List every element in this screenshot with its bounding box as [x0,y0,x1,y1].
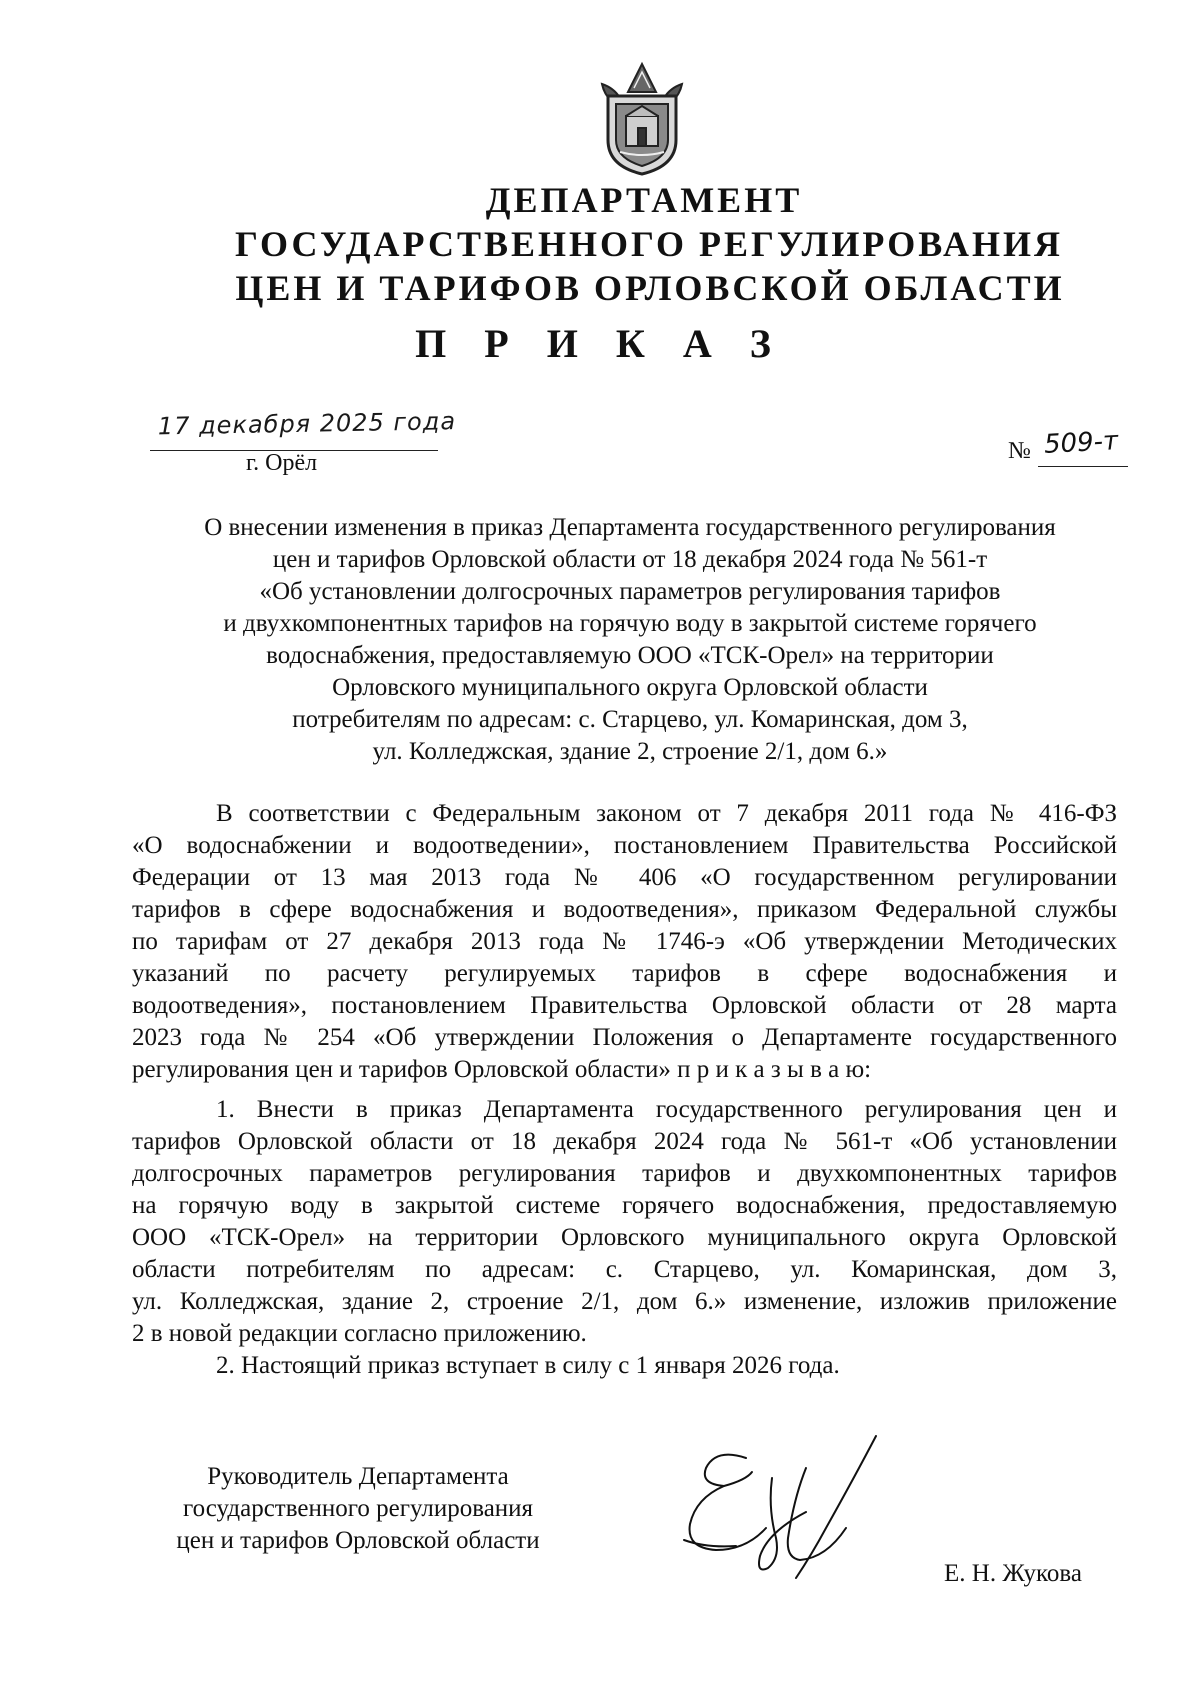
position-line: цен и тарифов Орловской области [176,1527,540,1554]
subject-line: «Об установлении долгосрочных параметров регулирования тарифов [259,578,1001,605]
item1-line: ул. Колледжская, здание 2, строение 2/1, дом 6.» изменение, изложив приложение [132,1288,1117,1315]
preamble-line: регулирования цен и тарифов Орловской области» п р и к а з ы в а ю: [132,1056,872,1083]
order-subject [150,512,1110,768]
subject-line: водоснабжения, предоставляемую ООО «ТСК-Орел» на территории [266,642,994,669]
department-header [200,178,1088,310]
order-title: П Р И К А З [415,321,785,366]
number-label: № [1008,438,1031,464]
item1-line: 1. Внести в приказ Департамента государственного регулирования цен и [216,1096,1117,1123]
subject-line: ул. Колледжская, здание 2, строение 2/1, дом 6.» [372,738,888,765]
subject-line: потребителям по адресам: с. Старцево, ул. Комаринская, дом 3, [292,706,968,733]
preamble-line: В соответствии с Федеральным законом от 7 декабря 2011 года № 416-ФЗ [216,800,1117,827]
item1-line: 2 в новой редакции согласно приложению. [132,1320,587,1347]
position-line: государственного регулирования [182,1495,534,1522]
subject-line: Орловского муниципального округа Орловской области [332,674,928,701]
preamble-line: «О водоснабжении и водоотведении», постановлением Правительства Российской [132,832,1117,859]
header-line-3: ЦЕН И ТАРИФОВ ОРЛОВСКОЙ ОБЛАСТИ [235,268,1065,308]
subject-line: и двухкомпонентных тарифов на горячую воду в закрытой системе горячего [223,610,1037,637]
subject-line: О внесении изменения в приказ Департамента государственного регулирования [204,514,1056,541]
preamble-line: тарифов в сфере водоснабжения и водоотведения», приказом Федеральной службы [132,896,1117,923]
item1-line: тарифов Орловской области от 18 декабря 2024 года № 561-т «Об установлении [132,1128,1117,1155]
subject-line: цен и тарифов Орловской области от 18 декабря 2024 года № 561-т [272,546,988,573]
order-body [132,798,1117,1382]
preamble-line: водоотведения», постановлением Правительства Орловской области от 28 марта [132,992,1117,1019]
signer-name: Е. Н. Жукова [944,1560,1082,1587]
handwritten-number: 509-т [1043,426,1119,460]
coat-of-arms-emblem [598,58,686,176]
item1-line: на горячую воду в закрытой системе горячего водоснабжения, предоставляемую [132,1192,1117,1219]
item2-line: 2. Настоящий приказ вступает в силу с 1 января 2026 года. [216,1352,840,1379]
preamble-line: Федерации от 13 мая 2013 года № 406 «О государственном регулировании [132,864,1117,891]
position-line: Руководитель Департамента [207,1463,509,1490]
item1-line: ООО «ТСК-Орел» на территории Орловского муниципального округа Орловской [132,1224,1117,1251]
preamble-line: указаний по расчету регулируемых тарифов в сфере водоснабжения и [132,960,1117,987]
header-line-2: ГОСУДАРСТВЕННОГО РЕГУЛИРОВАНИЯ [235,224,1063,264]
item1-line: области потребителям по адресам: с. Старцево, ул. Комаринская, дом 3, [132,1256,1117,1283]
header-line-1: ДЕПАРТАМЕНТ [485,180,803,220]
city-label: г. Орёл [246,450,318,476]
signatory-position [148,1461,568,1557]
preamble-line: 2023 года № 254 «Об утверждении Положения о Департаменте государственного [132,1024,1117,1051]
handwritten-date: 17 декабря 2025 года [157,407,457,441]
preamble-line: по тарифам от 27 декабря 2013 года № 1746-э «Об утверждении Методических [132,928,1117,955]
number-underline [1038,466,1128,467]
handwritten-signature [676,1428,916,1588]
item1-line: долгосрочных параметров регулирования тарифов и двухкомпонентных тарифов [132,1160,1117,1187]
